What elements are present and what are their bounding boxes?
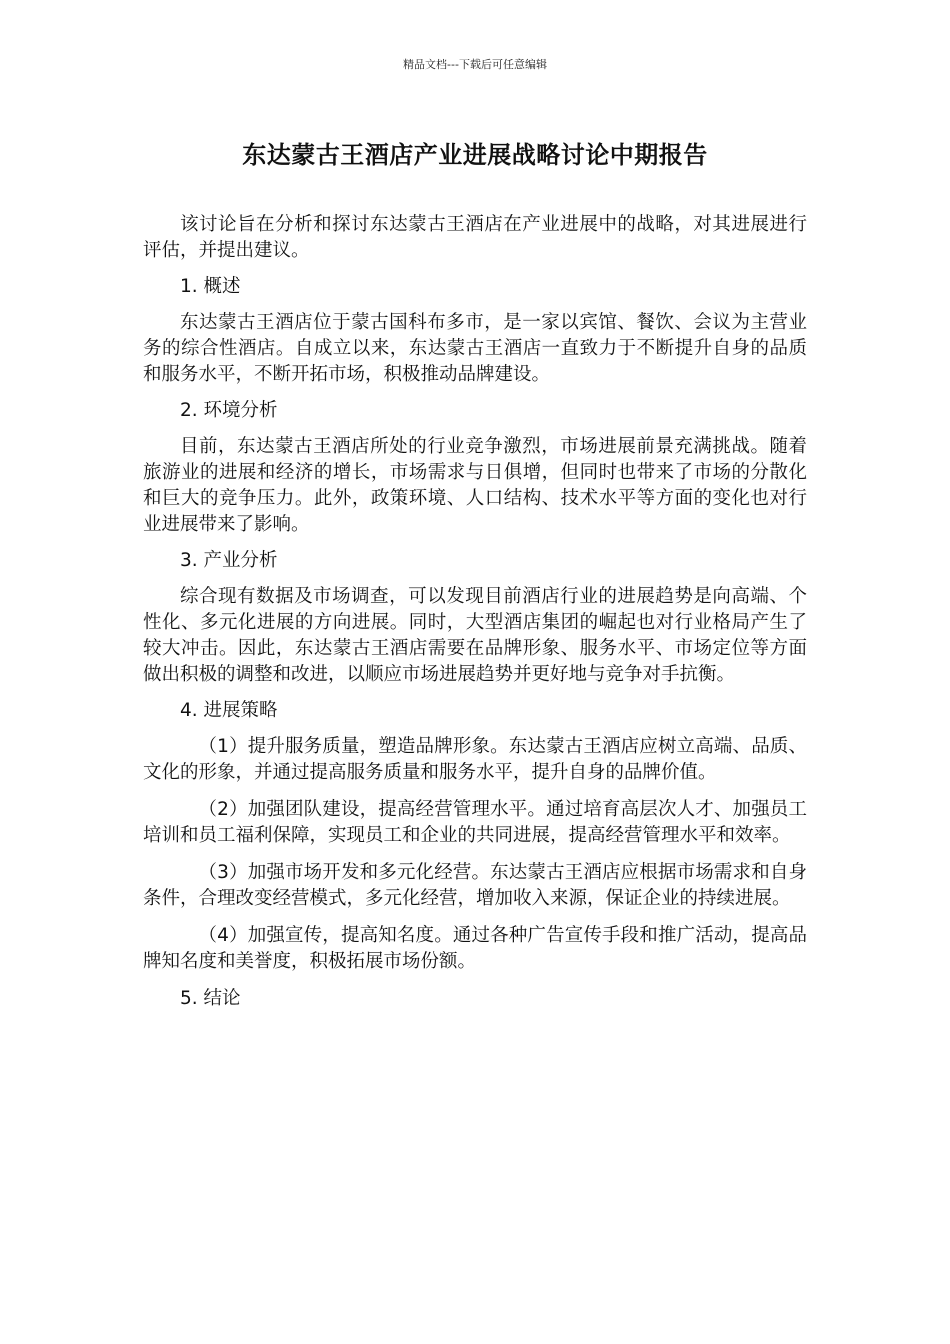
header-note: 精品文档---下载后可任意编辑 <box>403 58 547 71</box>
section-heading-environment: 2. 环境分析 <box>180 400 278 421</box>
strategy-item: （1）提升服务质量，塑造品牌形象。东达蒙古王酒店应树立高端、品质、文化的形象，并通过提高服务质量和服务水平，提升自身的品牌价值。 <box>143 736 807 783</box>
strategy-item: （2）加强团队建设，提高经营管理水平。通过培育高层次人才、加强员工培训和员工福利保障，实现员工和企业的共同进展，提高经营管理水平和效率。 <box>143 799 807 846</box>
section-body-overview: 东达蒙古王酒店位于蒙古国科布多市，是一家以宾馆、餐饮、会议为主营业务的综合性酒店。自成立以来，东达蒙古王酒店一直致力于不断提升自身的品质和服务水平，不断开拓市场，积极推动品牌建设。 <box>143 312 807 385</box>
intro-paragraph: 该讨论旨在分析和探讨东达蒙古王酒店在产业进展中的战略，对其进展进行评估，并提出建议。 <box>143 214 807 261</box>
section-heading-overview: 1. 概述 <box>180 276 241 297</box>
document-body <box>143 212 807 1022</box>
section-body-industry: 综合现有数据及市场调查，可以发现目前酒店行业的进展趋势是向高端、个性化、多元化进展的方向进展。同时，大型酒店集团的崛起也对行业格局产生了较大冲击。因此，东达蒙古王酒店需要在品牌形象、服务水平、市场定位等方面做出积极的调整和改进，以顺应市场进展趋势并更好地与竞争对手抗衡。 <box>143 586 807 685</box>
section-heading-strategy: 4. 进展策略 <box>180 700 278 721</box>
section-heading-industry: 3. 产业分析 <box>180 550 278 571</box>
strategy-item: （3）加强市场开发和多元化经营。东达蒙古王酒店应根据市场需求和自身条件，合理改变经营模式，多元化经营，增加收入来源，保证企业的持续进展。 <box>143 862 807 909</box>
section-heading-conclusion: 5. 结论 <box>180 988 241 1009</box>
strategy-item: （4）加强宣传，提高知名度。通过各种广告宣传手段和推广活动，提高品牌知名度和美誉度，积极拓展市场份额。 <box>143 925 807 972</box>
document-title: 东达蒙古王酒店产业进展战略讨论中期报告 <box>242 141 708 169</box>
section-body-environment: 目前，东达蒙古王酒店所处的行业竞争激烈，市场进展前景充满挑战。随着旅游业的进展和经济的增长，市场需求与日俱增，但同时也带来了市场的分散化和巨大的竞争压力。此外，政策环境、人口结构、技术水平等方面的变化也对行业进展带来了影响。 <box>143 436 807 535</box>
